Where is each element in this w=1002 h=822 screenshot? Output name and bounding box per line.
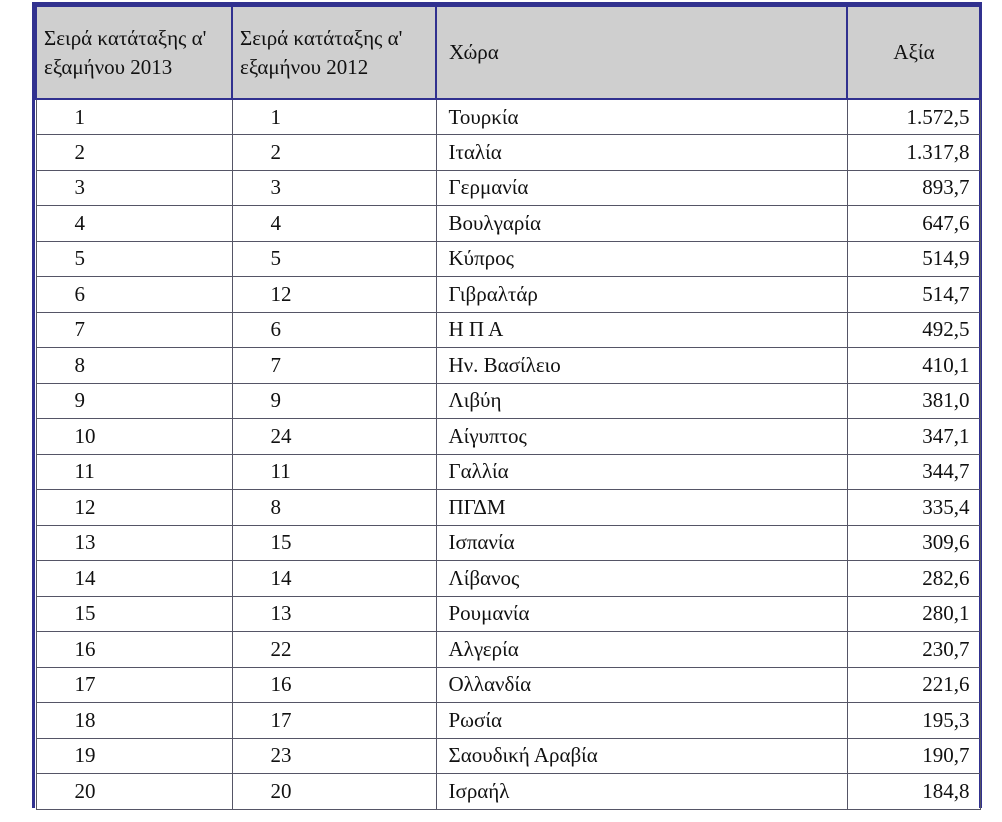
cell-rank-2013: 14: [36, 561, 232, 597]
table-row: [36, 206, 980, 242]
cell-rank-2012: 22: [232, 632, 436, 668]
cell-country: Ολλανδία: [436, 667, 847, 703]
cell-country: Ρουμανία: [436, 596, 847, 632]
cell-rank-2012: 8: [232, 490, 436, 526]
table-row: [36, 241, 980, 277]
cell-country: Ρωσία: [436, 703, 847, 739]
cell-rank-2013: 9: [36, 383, 232, 419]
ranking-table: [35, 5, 981, 810]
cell-country: Βουλγαρία: [436, 206, 847, 242]
table-header: [36, 6, 980, 99]
ranking-table-frame: [32, 2, 982, 808]
cell-rank-2012: 13: [232, 596, 436, 632]
table-row: [36, 99, 980, 135]
cell-value: 184,8: [847, 774, 980, 810]
cell-value: 335,4: [847, 490, 980, 526]
cell-value: 309,6: [847, 525, 980, 561]
cell-rank-2012: 3: [232, 170, 436, 206]
cell-country: Γερμανία: [436, 170, 847, 206]
cell-rank-2012: 12: [232, 277, 436, 313]
table-row: [36, 135, 980, 171]
cell-country: Ην. Βασίλειο: [436, 348, 847, 384]
table-row: [36, 383, 980, 419]
header-rank-2012: Σειρά κατάταξης α' εξαμήνου 2012: [232, 6, 436, 99]
cell-country: ΠΓΔΜ: [436, 490, 847, 526]
cell-rank-2012: 24: [232, 419, 436, 455]
cell-rank-2013: 11: [36, 454, 232, 490]
cell-value: 221,6: [847, 667, 980, 703]
cell-rank-2013: 2: [36, 135, 232, 171]
cell-country: Τουρκία: [436, 99, 847, 135]
table-row: [36, 774, 980, 810]
cell-rank-2012: 16: [232, 667, 436, 703]
cell-country: Ιταλία: [436, 135, 847, 171]
cell-rank-2013: 1: [36, 99, 232, 135]
header-value: Αξία: [847, 6, 980, 99]
cell-country: Γιβραλτάρ: [436, 277, 847, 313]
header-row: [36, 6, 980, 99]
cell-value: 492,5: [847, 312, 980, 348]
cell-country: Ισραήλ: [436, 774, 847, 810]
cell-country: Αίγυπτος: [436, 419, 847, 455]
cell-rank-2012: 14: [232, 561, 436, 597]
cell-country: Λιβύη: [436, 383, 847, 419]
cell-rank-2012: 17: [232, 703, 436, 739]
cell-value: 514,9: [847, 241, 980, 277]
table-row: [36, 632, 980, 668]
cell-rank-2012: 1: [232, 99, 436, 135]
table-row: [36, 561, 980, 597]
table-row: [36, 738, 980, 774]
cell-rank-2013: 3: [36, 170, 232, 206]
cell-rank-2013: 18: [36, 703, 232, 739]
cell-country: Λίβανος: [436, 561, 847, 597]
cell-rank-2012: 7: [232, 348, 436, 384]
header-country: Χώρα: [436, 6, 847, 99]
cell-rank-2013: 4: [36, 206, 232, 242]
cell-rank-2013: 12: [36, 490, 232, 526]
cell-value: 514,7: [847, 277, 980, 313]
cell-rank-2012: 5: [232, 241, 436, 277]
table-row: [36, 490, 980, 526]
cell-country: Γαλλία: [436, 454, 847, 490]
cell-value: 410,1: [847, 348, 980, 384]
cell-rank-2012: 23: [232, 738, 436, 774]
cell-value: 282,6: [847, 561, 980, 597]
table-row: [36, 703, 980, 739]
cell-rank-2012: 6: [232, 312, 436, 348]
cell-value: 893,7: [847, 170, 980, 206]
cell-rank-2012: 9: [232, 383, 436, 419]
cell-rank-2013: 8: [36, 348, 232, 384]
table-row: [36, 419, 980, 455]
cell-rank-2012: 20: [232, 774, 436, 810]
cell-rank-2012: 11: [232, 454, 436, 490]
cell-country: Ισπανία: [436, 525, 847, 561]
cell-country: Η Π Α: [436, 312, 847, 348]
cell-rank-2013: 5: [36, 241, 232, 277]
table-body: [36, 99, 980, 809]
table-row: [36, 170, 980, 206]
table-row: [36, 454, 980, 490]
cell-rank-2012: 4: [232, 206, 436, 242]
cell-rank-2013: 7: [36, 312, 232, 348]
cell-value: 190,7: [847, 738, 980, 774]
table-row: [36, 596, 980, 632]
cell-rank-2013: 10: [36, 419, 232, 455]
cell-value: 1.572,5: [847, 99, 980, 135]
cell-value: 347,1: [847, 419, 980, 455]
cell-value: 230,7: [847, 632, 980, 668]
cell-value: 280,1: [847, 596, 980, 632]
cell-value: 195,3: [847, 703, 980, 739]
cell-rank-2012: 2: [232, 135, 436, 171]
cell-rank-2013: 20: [36, 774, 232, 810]
cell-rank-2013: 16: [36, 632, 232, 668]
table-row: [36, 525, 980, 561]
cell-value: 1.317,8: [847, 135, 980, 171]
header-rank-2013: Σειρά κατάταξης α' εξαμήνου 2013: [36, 6, 232, 99]
cell-rank-2013: 15: [36, 596, 232, 632]
cell-rank-2012: 15: [232, 525, 436, 561]
cell-rank-2013: 17: [36, 667, 232, 703]
cell-rank-2013: 19: [36, 738, 232, 774]
cell-rank-2013: 6: [36, 277, 232, 313]
table-row: [36, 667, 980, 703]
cell-value: 381,0: [847, 383, 980, 419]
table-row: [36, 312, 980, 348]
cell-country: Κύπρος: [436, 241, 847, 277]
cell-value: 344,7: [847, 454, 980, 490]
cell-value: 647,6: [847, 206, 980, 242]
cell-rank-2013: 13: [36, 525, 232, 561]
cell-country: Αλγερία: [436, 632, 847, 668]
table-row: [36, 277, 980, 313]
table-row: [36, 348, 980, 384]
cell-country: Σαουδική Αραβία: [436, 738, 847, 774]
